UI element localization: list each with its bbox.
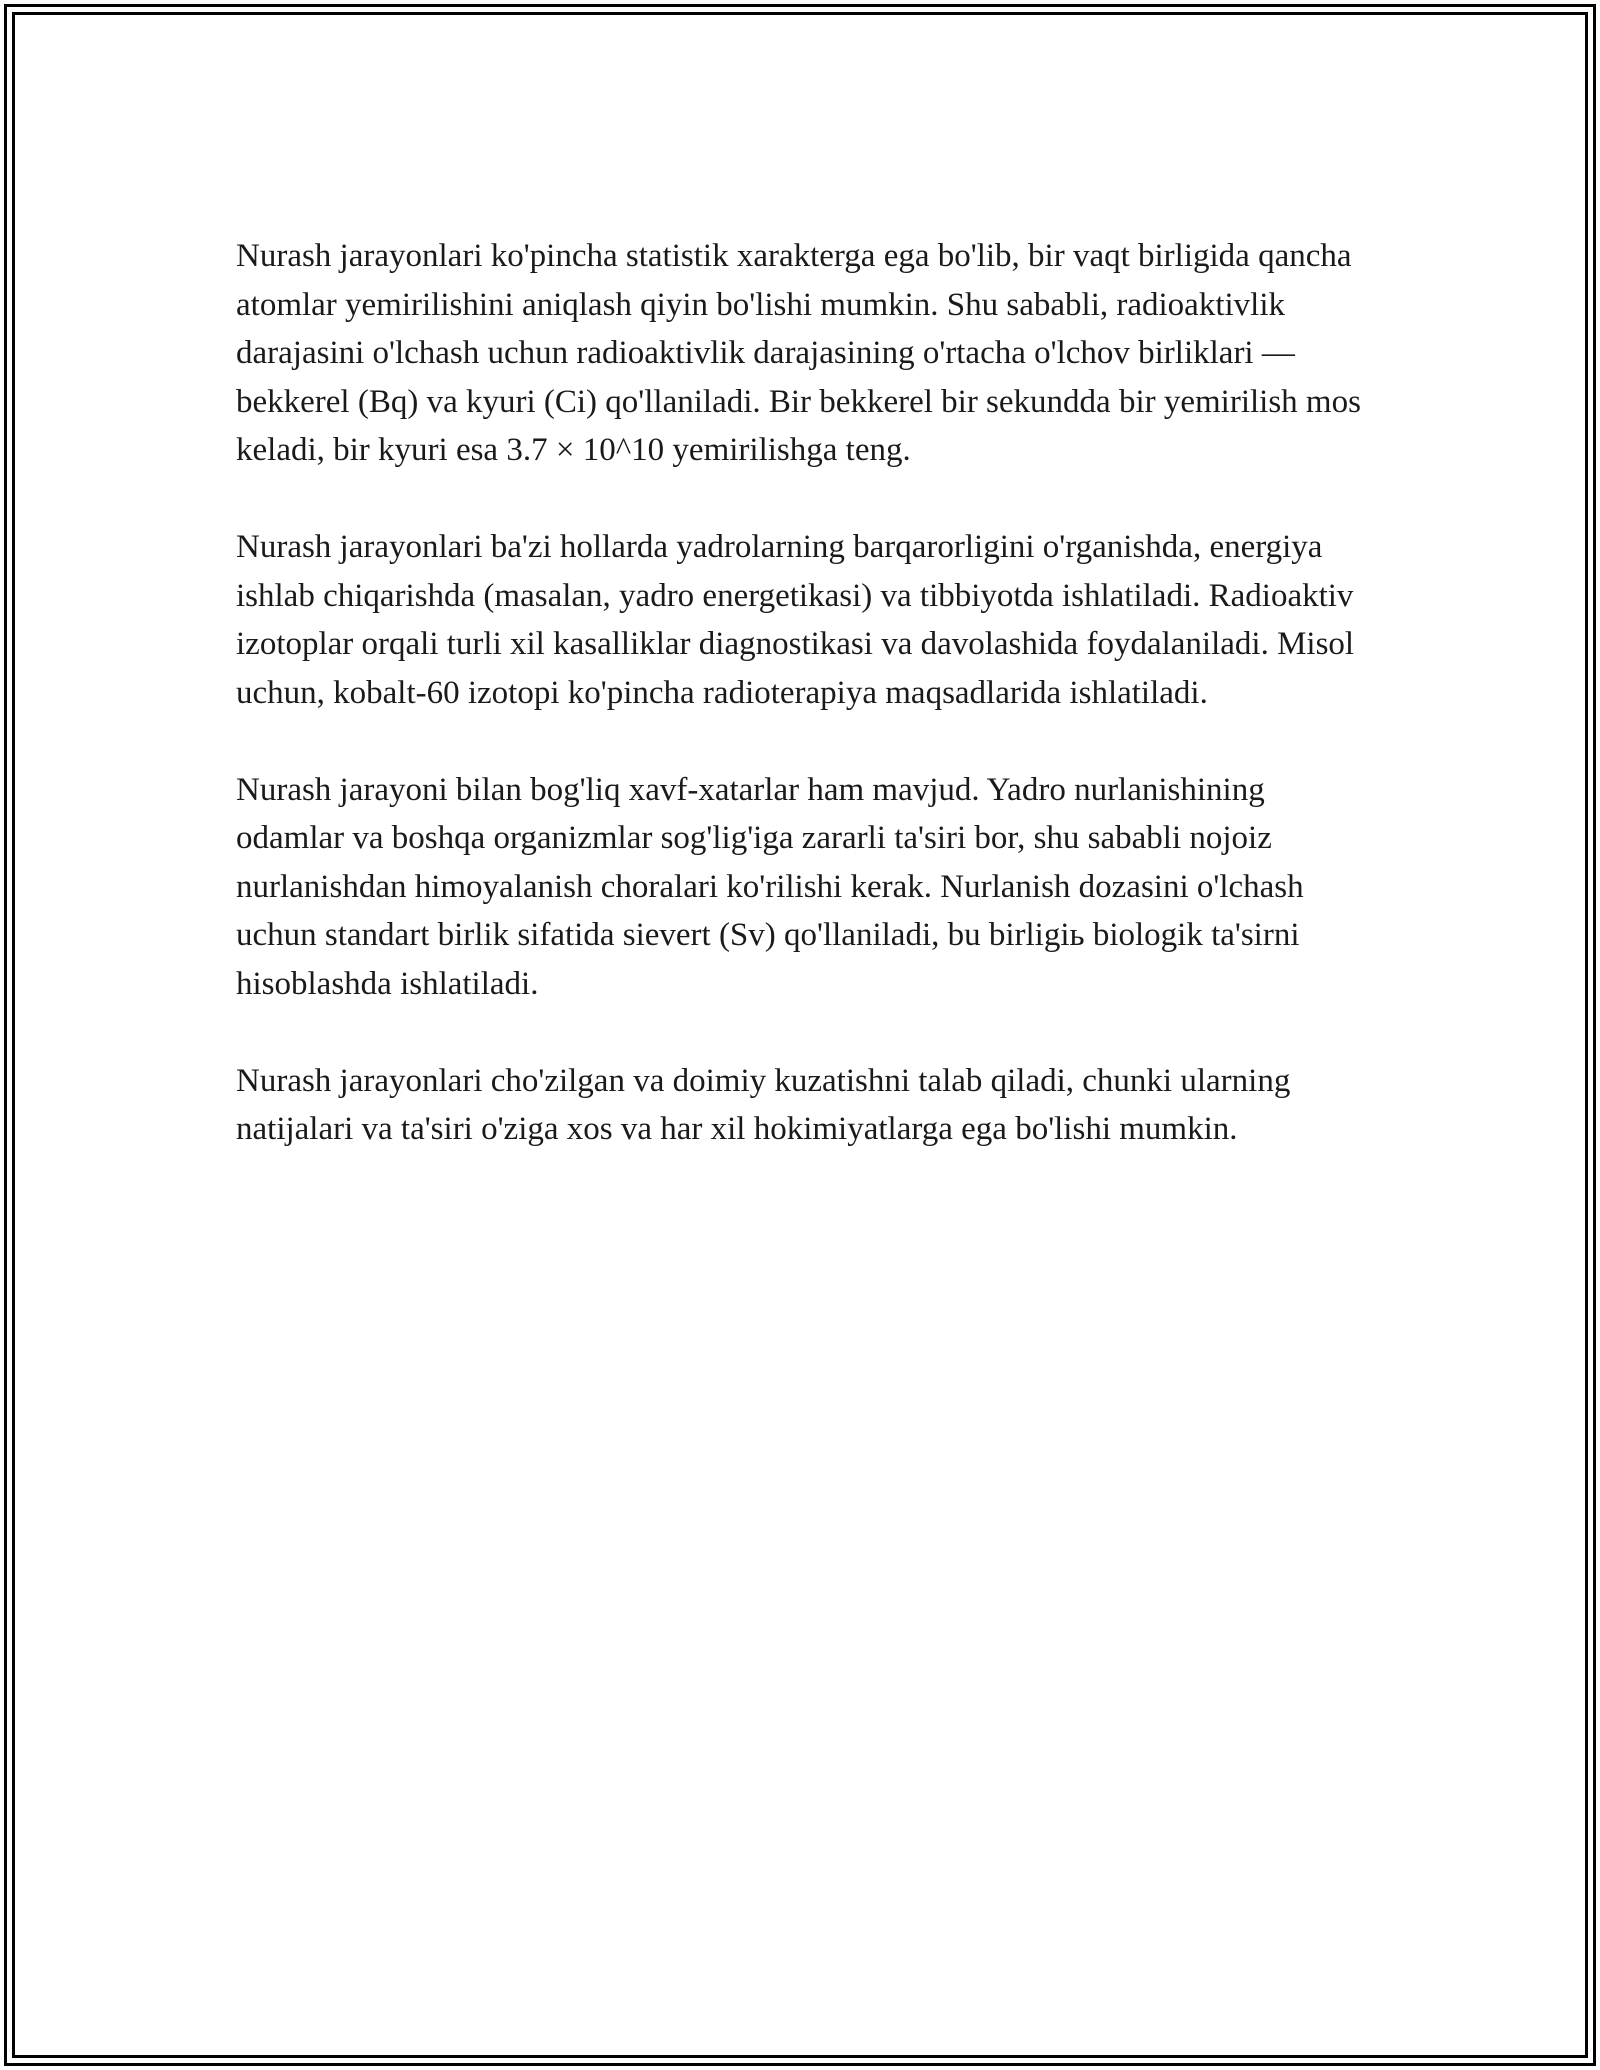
paragraph-4: Nurash jarayonlari cho'zilgan va doimiy kuzatishni talab qiladi, chunki ularning natijalari va ta'siri o'ziga xos va har xil hokimiyatlarga ega bo'lishi mumkin. bbox=[236, 1062, 1291, 1147]
document-body bbox=[236, 232, 1376, 1202]
paragraph-1: Nurash jarayonlari ko'pincha statistik xarakterga ega bo'lib, bir vaqt birligida qancha atomlar yemirilishini aniqlash qiyin bo'lishi mumkin. Shu sababli, radioaktivlik darajasini o'lchash uchun radioaktivlik darajasining o'rtacha o'lchov birliklari — bekkerel (Bq) va kyuri (Ci) qo'llaniladi. Bir bekkerel bir sekundda bir yemirilish mos keladi, bir kyuri esa 3.7 × 10^10 yemirilishga teng. bbox=[236, 238, 1361, 468]
paragraph-2: Nurash jarayonlari ba'zi hollarda yadrolarning barqarorligini o'rganishda, energiya ishlab chiqarishda (masalan, yadro energetikasi) va tibbiyotda ishlatiladi. Radioaktiv izotoplar orqali turli xil kasalliklar diagnostikasi va davolashida foydalaniladi. Misol uchun, kobalt-60 izotopi ko'pincha radioterapiya maqsadlarida ishlatiladi. bbox=[236, 529, 1355, 711]
paragraph-3: Nurash jarayoni bilan bog'liq xavf-xatarlar ham mavjud. Yadro nurlanishining odamlar va boshqa organizmlar sog'lig'iga zararli ta'siri bor, shu sababli nojoiz nurlanishdan himoyalanish choralari ko'rilishi kerak. Nurlanish dozasini o'lchash uchun standart birlik sifatida sievert (Sv) qo'llaniladi, bu birligiь biologik ta'sirni hisoblashda ishlatiladi. bbox=[236, 771, 1304, 1002]
